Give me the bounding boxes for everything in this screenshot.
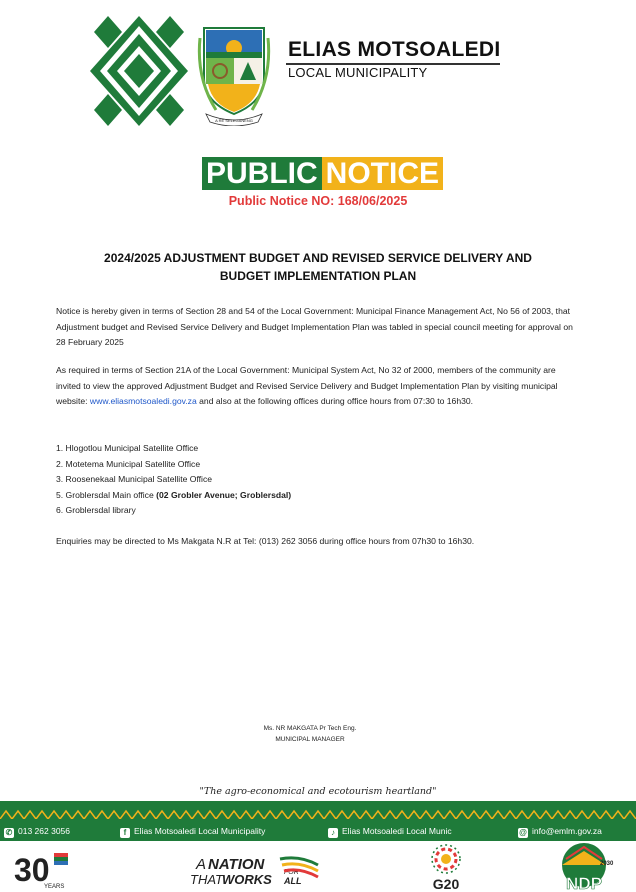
tagline: "The agro-economical and ecotourism heartland" [199,786,437,797]
office-item: 6. Groblersdal library [56,505,136,515]
email-text: info@emlm.gov.za [532,826,602,836]
notice-number: Public Notice NO: 168/06/2025 [228,194,408,208]
30-years-logo [14,852,68,890]
nation-a: A [196,856,207,873]
footer-zigzag-pattern [0,809,636,819]
signatory-name: Ms. NR MAKGATA Pr Tech Eng. [263,725,357,732]
30-years-number: 30 [14,852,50,888]
office-item: 3. Roosenekaal Municipal Satellite Office [56,474,213,484]
title-line-2: BUDGET IMPLEMENTATION PLAN [219,269,417,283]
municipal-crest [196,18,272,126]
crest-motto: A RE SELEGANENG [215,118,253,123]
nation-for: FOR [284,869,299,876]
diamond-pattern-logo [88,14,190,128]
enquiries-text: Enquiries may be directed to Ms Makgata N.R at Tel: (013) 262 3056 during office hours from 07h30 to 16h30. [56,536,475,546]
30-years-label: YEARS [44,884,65,890]
office-list [56,441,291,519]
ndp-year: 2030 [600,861,614,867]
contact-tiktok[interactable] [328,821,452,841]
paragraph-2-text: As required in terms of Section 21A of the Local Government: Municipal System Act, No 32 of 2000, members of the community are invited to view the approved Adjustment Budget and Revised Service Delivery and Budget Implementation Plan by visiting municipal website: [56,365,558,406]
phone-text: 013 262 3056 [18,826,70,836]
paragraph-1: Notice is hereby given in terms of Section 28 and 54 of the Local Government: Municipal Finance Management Act, No 56 of 2003, that Adjustment budget and Revised Service Delivery and Budget Implementation Plan was tabled in special council meeting for approval on 28 February 2025 [56,306,573,347]
org-name: ELIAS MOTSOALEDI [288,38,501,61]
signatory-role: MUNICIPAL MANAGER [275,736,345,743]
contact-bar [0,821,636,841]
email-icon: @ [519,828,527,837]
office-item: 2. Motetema Municipal Satellite Office [56,458,201,469]
nation-that-works-logo [190,856,318,887]
office-item: 1. Hlogotlou Municipal Satellite Office [56,443,199,453]
g20-text: G20 [432,876,460,892]
banner-word-notice: NOTICE [322,157,443,190]
nation-works: WORKS [222,872,272,887]
tiktok-icon: ♪ [328,828,338,838]
tiktok-text: Elias Motsoaledi Local Munic [342,826,452,836]
contact-facebook[interactable] [120,821,265,841]
facebook-icon: f [120,828,130,838]
public-notice-banner [202,157,443,190]
notice-title [40,249,596,285]
paragraph-2 [56,363,576,410]
g20-logo [432,845,460,892]
phone-icon: ✆ [5,828,13,837]
website-link[interactable]: www.eliasmotsoaledi.gov.za [89,396,197,406]
banner-word-public: PUBLIC [202,157,322,190]
title-line-1: 2024/2025 ADJUSTMENT BUDGET AND REVISED SERVICE DELIVERY AND [104,251,532,265]
org-subtitle: LOCAL MUNICIPALITY [288,65,428,80]
office-5-label: 5. Groblersdal Main office [56,489,157,500]
paragraph-2-tail: and also at the following offices during office hours from 07:30 to 16h30. [196,396,474,406]
office-5-address: (02 Grobler Avenue; Groblersdal) [156,489,292,500]
office-item-main [56,488,291,504]
nation-that: THAT [190,872,223,887]
nation-all: ALL [284,876,302,886]
facebook-text: Elias Motsoaledi Local Municipality [134,826,266,836]
ndp-2030-logo [562,843,614,892]
contact-phone[interactable] [4,821,70,841]
footer-logos [0,841,636,892]
nation-word: NATION [208,856,265,873]
ndp-text: NDP [566,874,602,892]
contact-email[interactable] [518,821,602,841]
